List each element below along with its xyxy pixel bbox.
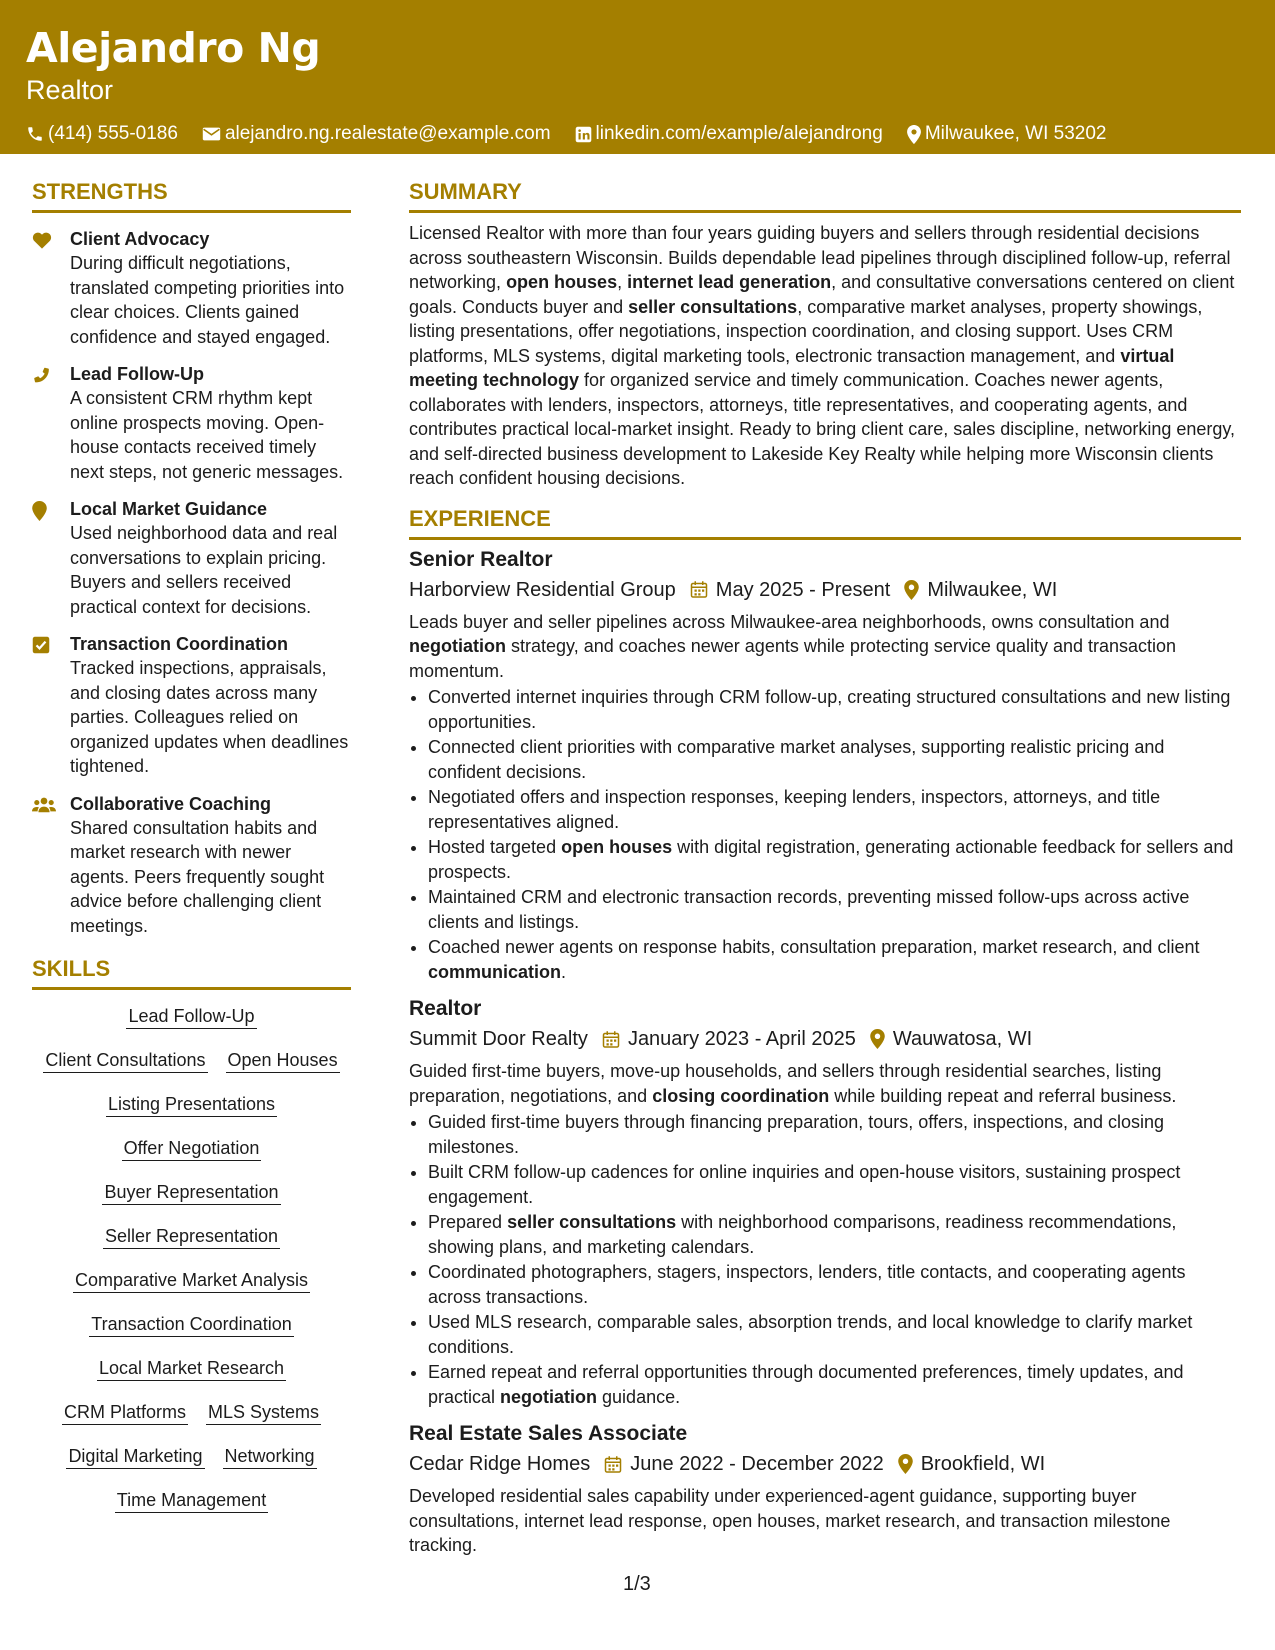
strength-desc: A consistent CRM rhythm kept online prospects moving. Open-house contacts received timely next steps, not generic messages. <box>70 388 344 482</box>
page-number: 1/3 <box>623 1573 651 1595</box>
strength-item <box>32 792 351 939</box>
contact-email[interactable] <box>202 122 551 146</box>
skill-tag: Transaction Coordination <box>89 1312 293 1337</box>
bullet-item: • Hosted targeted open houses with digital registration, generating actionable feedback for sellers and prospects. <box>428 835 1241 884</box>
linkedin-icon <box>575 126 592 143</box>
skill-tag: MLS Systems <box>206 1400 321 1425</box>
contact-linkedin[interactable] <box>575 122 883 146</box>
skill-tag: Comparative Market Analysis <box>73 1268 310 1293</box>
experience-heading: EXPERIENCE <box>409 505 1241 540</box>
skill-tag: Buyer Representation <box>102 1180 280 1205</box>
skill-tag: CRM Platforms <box>62 1400 188 1425</box>
job-company: Cedar Ridge Homes <box>409 1453 591 1475</box>
calendar-icon <box>604 1455 622 1474</box>
job-entry <box>409 1420 1241 1558</box>
strength-title: Lead Follow-Up <box>70 364 204 384</box>
skill-tag: Networking <box>223 1444 317 1469</box>
right-column <box>409 178 1241 1558</box>
linkedin-text: linkedin.com/example/alejandrong <box>595 123 883 144</box>
bullet-item: • Used MLS research, comparable sales, absorption trends, and local knowledge to clarify market conditions. <box>428 1310 1241 1359</box>
job-meta <box>409 1025 1241 1053</box>
candidate-title: Realtor <box>26 75 114 105</box>
phone-icon <box>32 366 51 385</box>
job-title: Realtor <box>409 997 482 1020</box>
strength-title: Client Advocacy <box>70 229 210 249</box>
map-pin-icon <box>870 1029 885 1049</box>
strength-desc: Shared consultation habits and market research with newer agents. Peers frequently sought advice before challenging client meetings. <box>70 817 325 936</box>
users-icon <box>32 796 56 814</box>
strength-item <box>32 497 351 619</box>
skill-tag: Seller Representation <box>103 1224 280 1249</box>
job-entry <box>409 995 1241 1409</box>
skills-heading: SKILLS <box>32 955 351 990</box>
bullet-item: • Connected client priorities with comparative market analyses, supporting realistic pricing and confident decisions. <box>428 735 1241 784</box>
job-description: Leads buyer and seller pipelines across Milwaukee-area neighborhoods, owns consultation and negotiation strategy, and coaches newer agents while protecting service quality and transaction momentum. <box>409 611 1177 681</box>
strength-item <box>32 362 351 484</box>
job-location: Wauwatosa, WI <box>892 1028 1033 1050</box>
skills-list <box>32 1004 351 1513</box>
envelope-icon <box>202 126 221 142</box>
job-dates: May 2025 - Present <box>715 578 891 601</box>
check-square-icon <box>32 636 50 654</box>
job-location: Brookfield, WI <box>920 1453 1046 1475</box>
map-pin-icon <box>904 580 919 600</box>
left-column <box>32 178 351 1513</box>
job-title: Real Estate Sales Associate <box>409 1422 688 1445</box>
strength-desc: During difficult negotiations, translated competing priorities into clear choices. Clients gained confidence and stayed engaged. <box>70 253 345 347</box>
strengths-list <box>32 227 351 938</box>
contact-location <box>907 122 1107 146</box>
strengths-heading: STRENGTHS <box>32 178 351 213</box>
job-entry <box>409 546 1241 985</box>
job-meta <box>409 1450 1241 1478</box>
contact-phone[interactable] <box>26 122 178 146</box>
job-description: Guided first-time buyers, move-up households, and sellers through residential searches, listing preparation, negotiations, and closing coordination while building repeat and referral business. <box>409 1061 1177 1106</box>
skill-tag: Open Houses <box>226 1048 340 1073</box>
strength-title: Local Market Guidance <box>70 499 268 519</box>
bullet-item: • Prepared seller consultations with neighborhood comparisons, readiness recommendations, showing plans, and marketing calendars. <box>428 1210 1241 1259</box>
summary-text: Licensed Realtor with more than four years guiding buyers and sellers through residential decisions across southeastern Wisconsin. Builds dependable lead pipelines through disciplined follow-up, referral networking, open houses, internet lead generation, and consultative conversations centered on client goals. Conducts buyer and seller consultations, comparative market analyses, property showings, listing presentations, offer negotiations, inspection coordination, and closing support. Uses CRM platforms, MLS systems, digital marketing tools, electronic transaction management, and virtual meeting technology for organized service and timely communication. Coaches newer agents, collaborates with lenders, inspectors, attorneys, title representatives, and cooperating agents, and contributes practical local-market insight. Ready to bring client care, sales discipline, networking energy, and self-directed business development to Lakeside Key Realty while helping more Wisconsin clients reach confident housing decisions. <box>409 223 1236 488</box>
phone-icon <box>26 125 44 143</box>
strength-title: Collaborative Coaching <box>70 793 272 814</box>
job-company: Summit Door Realty <box>409 1028 588 1050</box>
location-text: Milwaukee, WI 53202 <box>924 123 1107 144</box>
strength-item <box>32 632 351 779</box>
bullet-item: • Negotiated offers and inspection responses, keeping lenders, inspectors, attorneys, and title representatives aligned. <box>428 785 1241 834</box>
calendar-icon <box>602 1030 620 1049</box>
job-description: Developed residential sales capability under experienced-agent guidance, supporting buyer consultations, internet lead response, open houses, market research, and transaction milestone tracking. <box>409 1486 1171 1555</box>
job-bullets <box>409 1110 1241 1409</box>
resume-header <box>0 0 1275 154</box>
job-bullets <box>409 685 1241 984</box>
skill-tag: Client Consultations <box>43 1048 207 1073</box>
bullet-item: • Coordinated photographers, stagers, inspectors, lenders, title contacts, and cooperating agents across transactions. <box>428 1260 1241 1309</box>
map-pin-icon <box>907 125 921 144</box>
email-text: alejandro.ng.realestate@example.com <box>224 123 551 144</box>
contact-bar <box>26 122 1249 146</box>
heart-icon <box>32 231 52 249</box>
map-pin-icon <box>32 501 47 521</box>
skill-tag: Listing Presentations <box>106 1092 277 1117</box>
job-company: Harborview Residential Group <box>409 578 676 601</box>
bullet-item: • Guided first-time buyers through financing preparation, tours, offers, inspections, and closing milestones. <box>428 1110 1241 1159</box>
phone-text: (414) 555-0186 <box>48 123 178 144</box>
strength-desc: Tracked inspections, appraisals, and closing dates across many parties. Colleagues relied on organized updates when deadlines tightened. <box>70 658 349 776</box>
bullet-item: • Converted internet inquiries through CRM follow-up, creating structured consultations and new listing opportunities. <box>428 685 1241 734</box>
skill-tag: Local Market Research <box>97 1356 286 1381</box>
summary-heading: SUMMARY <box>409 178 1241 213</box>
job-dates: June 2022 - December 2022 <box>630 1453 884 1475</box>
strength-title: Transaction Coordination <box>70 634 289 654</box>
bullet-item: • Coached newer agents on response habits, consultation preparation, market research, and client communication. <box>428 935 1241 984</box>
bullet-item: • Maintained CRM and electronic transaction records, preventing missed follow-ups across active clients and listings. <box>428 885 1241 934</box>
strength-desc: Used neighborhood data and real conversations to explain pricing. Buyers and sellers received practical context for decisions. <box>70 523 338 617</box>
job-dates: January 2023 - April 2025 <box>627 1028 856 1050</box>
bullet-item: • Earned repeat and referral opportunities through documented preferences, timely updates, and practical negotiation guidance. <box>428 1360 1241 1409</box>
job-location: Milwaukee, WI <box>927 578 1058 601</box>
map-pin-icon <box>898 1454 913 1474</box>
skill-tag: Time Management <box>115 1488 268 1513</box>
bullet-item: • Built CRM follow-up cadences for online inquiries and open-house visitors, sustaining prospect engagement. <box>428 1160 1241 1209</box>
job-title: Senior Realtor <box>409 547 553 571</box>
candidate-name: Alejandro Ng <box>26 24 321 72</box>
skill-tag: Lead Follow-Up <box>126 1004 256 1029</box>
skill-tag: Digital Marketing <box>66 1444 204 1469</box>
skill-tag: Offer Negotiation <box>122 1136 262 1161</box>
calendar-icon <box>690 580 708 599</box>
job-meta <box>409 576 1241 604</box>
strength-item <box>32 227 351 349</box>
